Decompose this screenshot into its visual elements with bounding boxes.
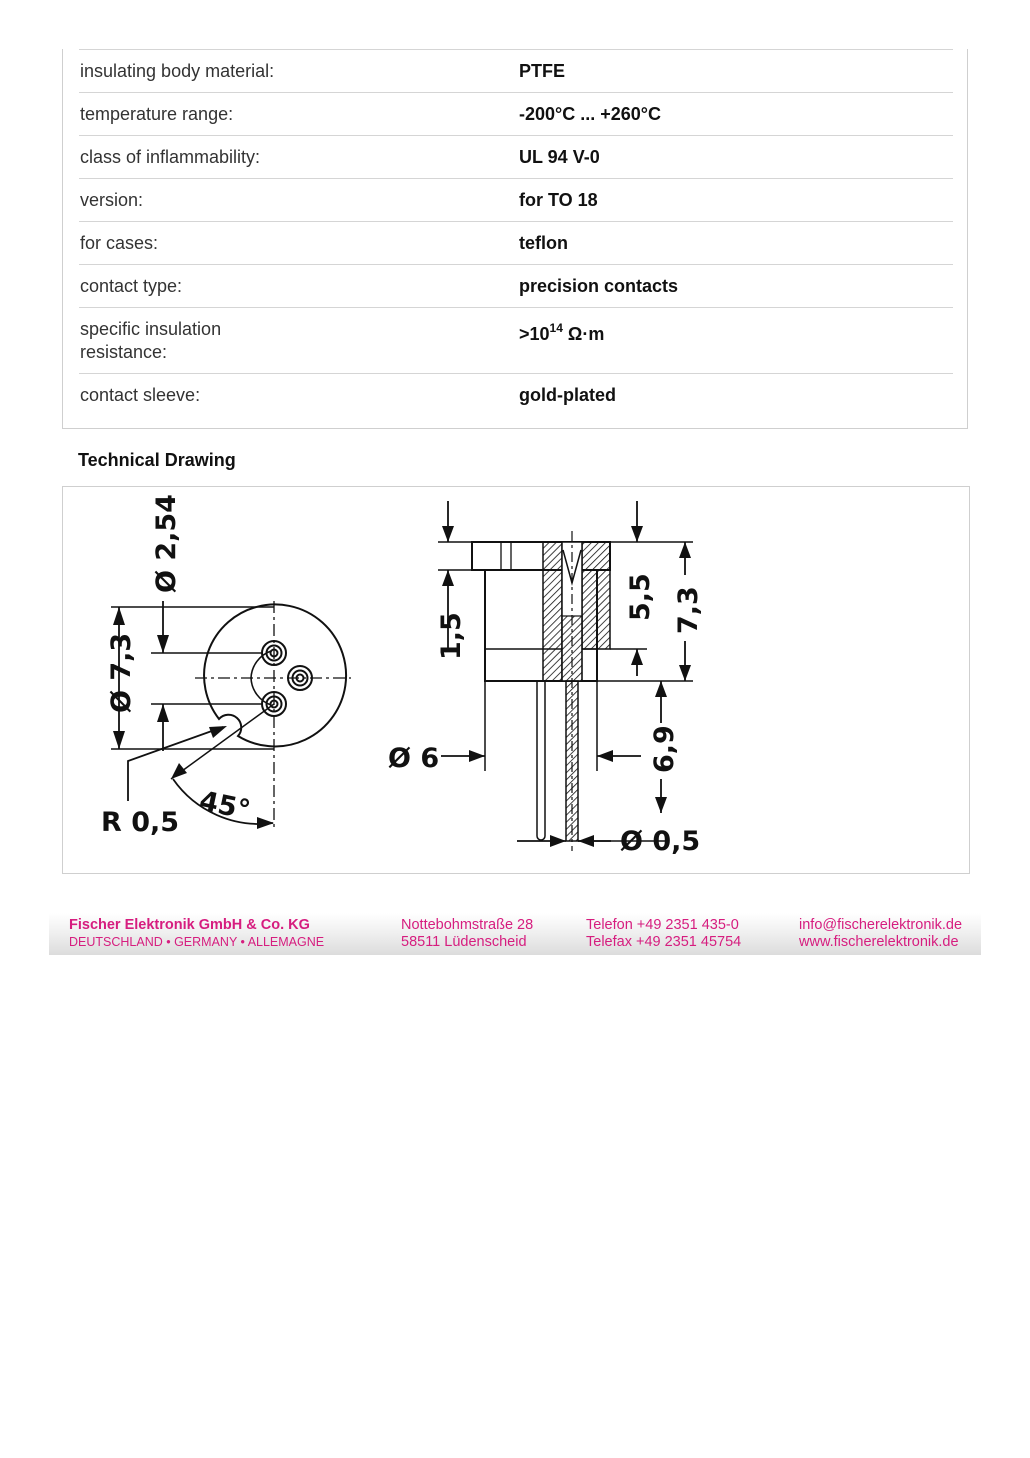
spec-row (79, 307, 953, 374)
dim-height-1-5: 1,5 (436, 612, 467, 660)
footer-phone-block (586, 917, 741, 951)
spec-value: -200°C ... +260°C (519, 104, 661, 124)
specifications-table (62, 49, 968, 429)
technical-drawing (62, 486, 970, 874)
spec-row (79, 92, 953, 136)
footer-address-block (401, 917, 533, 951)
spec-value: for TO 18 (519, 190, 598, 210)
spec-row (79, 373, 953, 430)
footer-fax: Telefax +49 2351 45754 (586, 934, 742, 950)
spec-label: insulating body material: (80, 61, 275, 81)
spec-label: contact type: (80, 276, 183, 296)
spec-row (79, 178, 953, 222)
spec-row (79, 264, 953, 308)
spec-label: specific insulation (80, 319, 222, 339)
spec-value-exponent: 14 (549, 321, 563, 335)
spec-label: version: (80, 190, 144, 210)
drawing-title: Technical Drawing (78, 450, 236, 470)
footer-contact-block (799, 917, 962, 951)
footer-city: 58511 Lüdenscheid (401, 934, 527, 950)
dim-height-7-3: 7,3 (673, 586, 704, 634)
technical-drawing-svg (63, 487, 969, 873)
spec-label: class of inflammability: (80, 147, 261, 167)
spec-value: UL 94 V-0 (519, 147, 600, 167)
spec-row (79, 49, 953, 93)
spec-value: PTFE (519, 61, 566, 81)
side-view (438, 501, 693, 851)
spec-value (519, 318, 604, 346)
spec-label: temperature range: (80, 104, 234, 124)
footer-company-block (69, 917, 324, 951)
spec-value-unit: Ω·m (562, 324, 605, 344)
dim-angle-45: 45° (196, 785, 253, 827)
spec-label: contact sleeve: (80, 385, 201, 405)
dim-diameter-0-5: Ø 0,5 (620, 826, 701, 857)
company-footer (49, 913, 981, 955)
spec-row (79, 221, 953, 265)
footer-country: DEUTSCHLAND • GERMANY • ALLEMAGNE (69, 935, 325, 949)
spec-label-line2: resistance: (80, 342, 168, 362)
spec-label: for cases: (80, 233, 159, 253)
footer-street: Nottebohmstraße 28 (401, 917, 534, 933)
dim-height-6-9: 6,9 (649, 725, 680, 773)
dim-diameter-7-3: Ø 7,3 (106, 632, 137, 713)
footer-email-link[interactable]: info@fischerelektronik.de (799, 917, 963, 933)
dim-height-5-5: 5,5 (625, 573, 656, 621)
dim-radius-0-5: R 0,5 (101, 807, 180, 838)
footer-company-name: Fischer Elektronik GmbH & Co. KG (69, 917, 310, 933)
footer-web-link[interactable]: www.fischerelektronik.de (799, 934, 959, 950)
dim-diameter-2-54: Ø 2,54 (151, 494, 182, 593)
spec-row (79, 135, 953, 179)
spec-value-base: >10 (519, 324, 550, 344)
dim-diameter-6: Ø 6 (388, 743, 440, 774)
footer-phone: Telefon +49 2351 435-0 (586, 917, 739, 933)
spec-value: precision contacts (519, 276, 679, 296)
spec-value: gold-plated (519, 385, 616, 405)
spec-value: teflon (519, 233, 568, 253)
